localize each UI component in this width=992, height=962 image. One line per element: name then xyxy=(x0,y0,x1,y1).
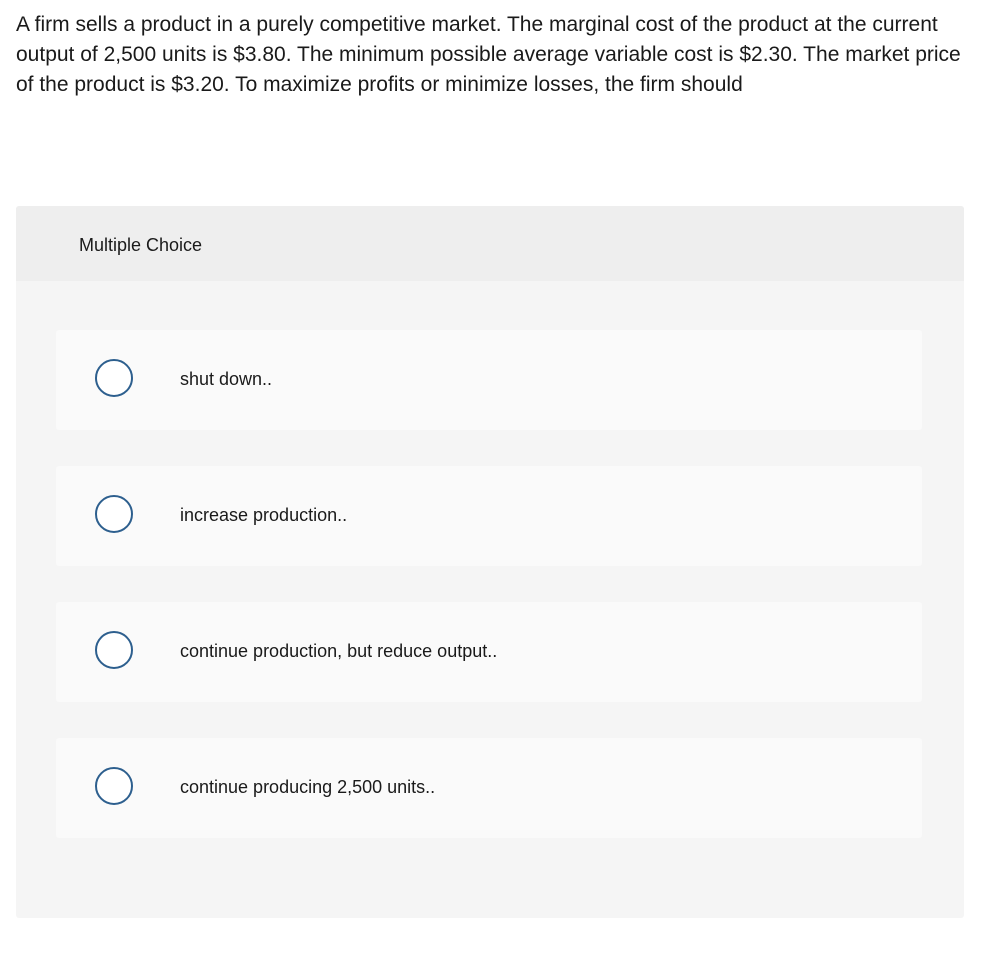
choice-option-continue-producing[interactable] xyxy=(56,738,922,838)
multiple-choice-panel xyxy=(16,206,964,918)
choice-label: continue production, but reduce output.. xyxy=(180,641,498,661)
radio-unselected-icon[interactable] xyxy=(95,495,133,533)
question-text: A firm sells a product in a purely competitive market. The marginal cost of the product at the current output of 2,500 units is $3.80. The minimum possible average variable cost is $2.30. The market price of the product is $3.20. To maximize profits or minimize losses, the firm should xyxy=(16,13,961,96)
multiple-choice-label: Multiple Choice xyxy=(79,235,203,255)
multiple-choice-header xyxy=(16,206,964,281)
choice-label: increase production.. xyxy=(180,505,348,525)
choice-option-increase-production[interactable] xyxy=(56,466,922,566)
radio-unselected-icon[interactable] xyxy=(95,767,133,805)
choice-label: shut down.. xyxy=(180,369,273,389)
radio-unselected-icon[interactable] xyxy=(95,359,133,397)
choice-list xyxy=(56,330,922,874)
radio-unselected-icon[interactable] xyxy=(95,631,133,669)
choice-option-reduce-output[interactable] xyxy=(56,602,922,702)
choice-label: continue producing 2,500 units.. xyxy=(180,777,436,797)
choice-option-shut-down[interactable] xyxy=(56,330,922,430)
